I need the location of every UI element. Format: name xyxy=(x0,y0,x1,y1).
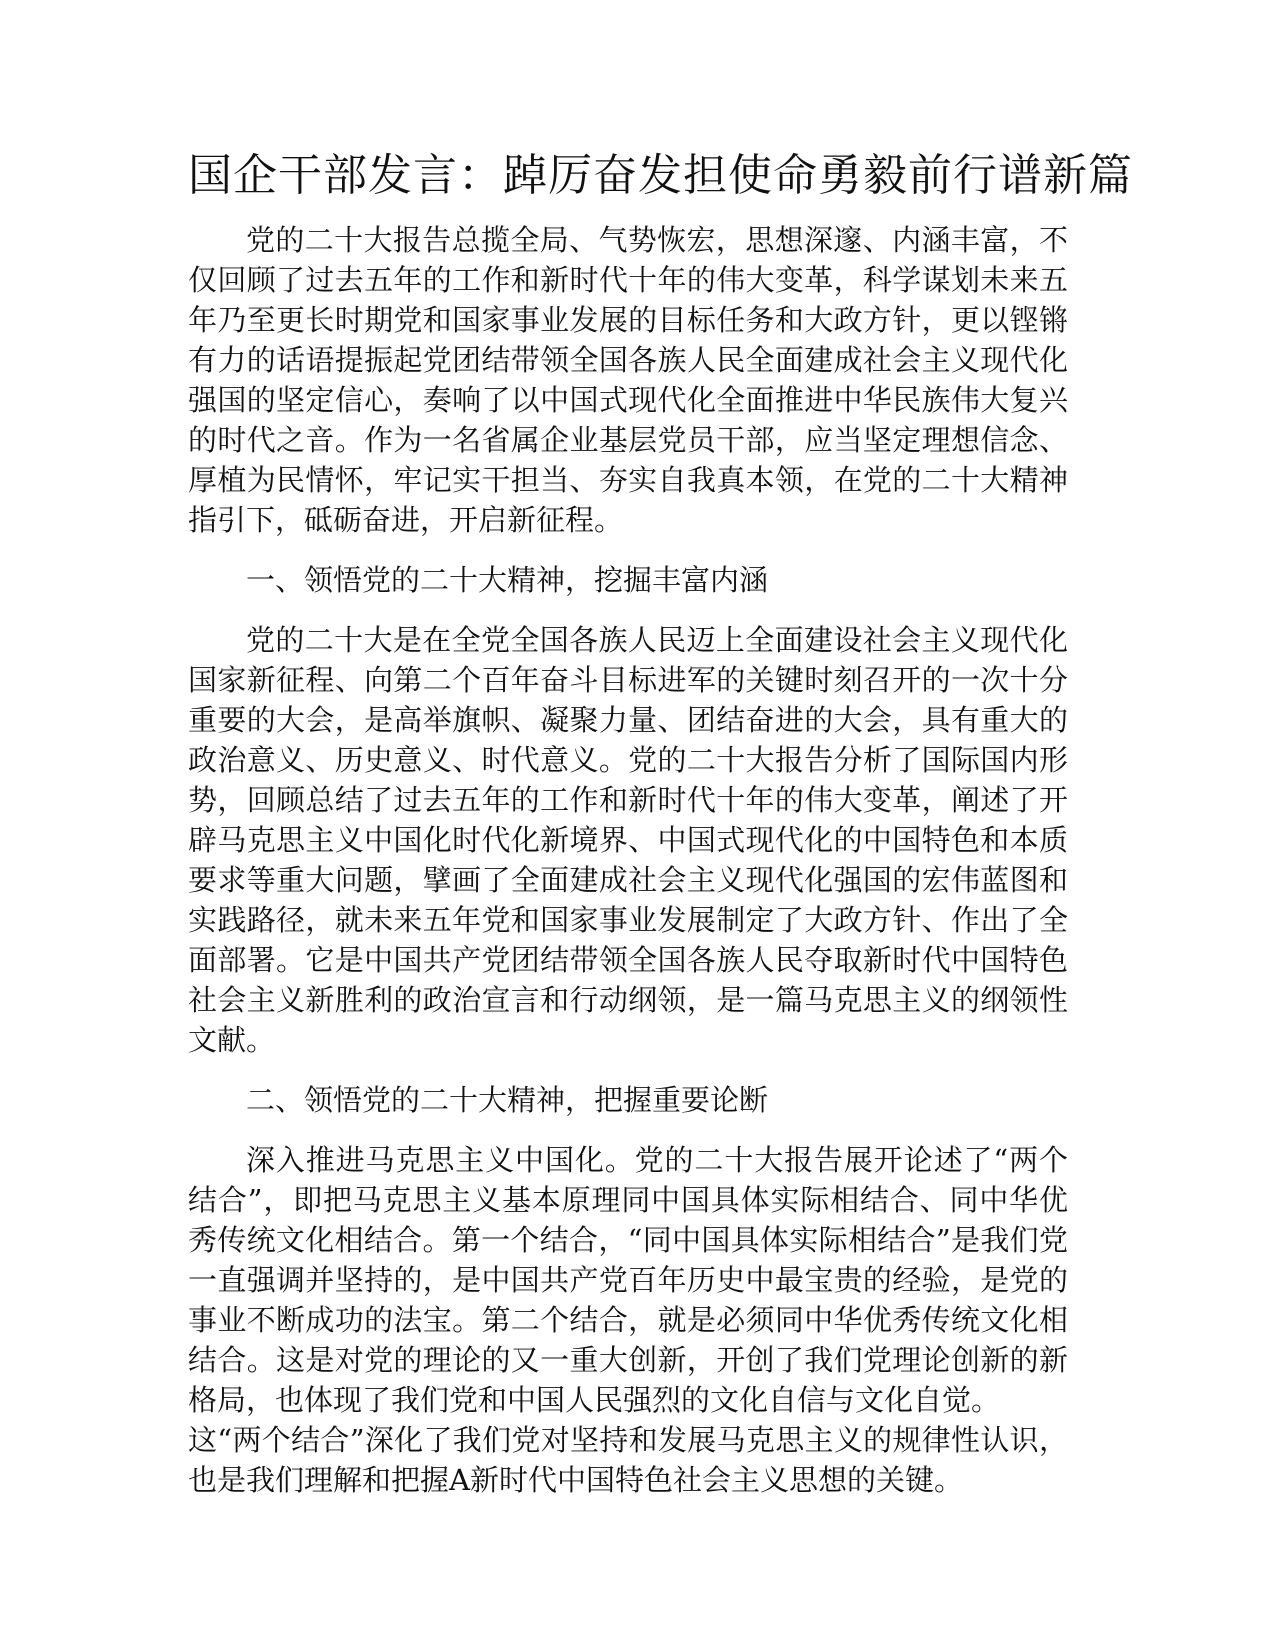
section-2-paragraph: 深入推进马克思主义中国化。党的二十大报告展开论述了“两个结合”，即把马克思主义基本原理同中国具体实际相结合、同中华优秀传统文化相结合。第一个结合，“同中国具体实际相结合”是我们党一直强调并坚持的，是中国共产党百年历史中最宝贵的经验，是党的事业不断成功的法宝。第二个结合，就是必须同中华优秀传统文化相结合。这是对党的理论的又一重大创新，开创了我们党理论创新的新格局，也体现了我们党和中国人民强烈的文化自信与文化自觉。 xyxy=(188,1143,1068,1417)
section-1-heading: 一、领悟党的二十大精神，挖掘丰富内涵 xyxy=(246,563,769,597)
intro-paragraph: 党的二十大报告总揽全局、气势恢宏，思想深邃、内涵丰富，不仅回顾了过去五年的工作和新时代十年的伟大变革，科学谋划未来五年乃至更长时期党和国家事业发展的目标任务和大政方针，更以铿锵有力的话语提振起党团结带领全国各族人民全面建成社会主义现代化强国的坚定信心，奏响了以中国式现代化全面推进中华民族伟大复兴的时代之音。作为一名省属企业基层党员干部，应当坚定理想信念、厚植为民情怀，牢记实干担当、夯实自我真本领，在党的二十大精神指引下，砥砺奋进，开启新征程。 xyxy=(188,223,1068,537)
section-2-heading: 二、领悟党的二十大精神，把握重要论断 xyxy=(246,1083,769,1117)
section-1-paragraph: 党的二十大是在全党全国各族人民迈上全面建设社会主义现代化国家新征程、向第二个百年奋斗目标进军的关键时刻召开的一次十分重要的大会，是高举旗帜、凝聚力量、团结奋进的大会，具有重大的政治意义、历史意义、时代意义。党的二十大报告分析了国际国内形势，回顾总结了过去五年的工作和新时代十年的伟大变革，阐述了开辟马克思主义中国化时代化新境界、中国式现代化的中国特色和本质要求等重大问题，擘画了全面建成社会主义现代化强国的宏伟蓝图和实践路径，就未来五年党和国家事业发展制定了大政方针、作出了全面部署。它是中国共产党团结带领全国各族人民夺取新时代中国特色社会主义新胜利的政治宣言和行动纲领，是一篇马克思主义的纲领性文献。 xyxy=(188,623,1068,1057)
section-2-tail-paragraph: 这“两个结合”深化了我们党对坚持和发展马克思主义的规律性认识，也是我们理解和把握A新时代中国特色社会主义思想的关键。 xyxy=(188,1423,1068,1497)
document-title: 国企干部发言：踔厉奋发担使命勇毅前行谱新篇 xyxy=(188,150,1133,201)
document-body xyxy=(188,220,1068,1500)
